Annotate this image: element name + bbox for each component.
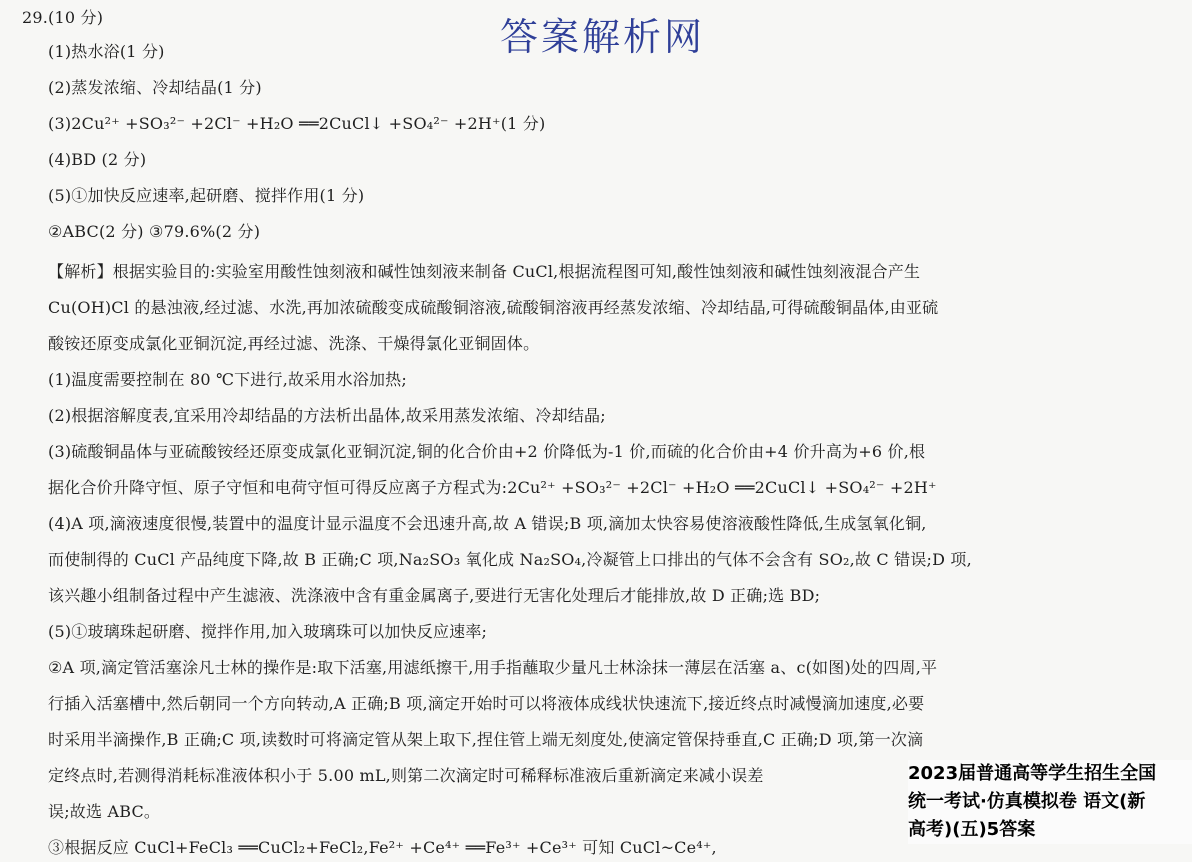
- analysis-line: Cu(OH)Cl 的悬浊液,经过滤、水洗,再加浓硫酸变成硫酸铜溶液,硫酸铜溶液再经蒸发浓缩、冷却结晶,可得硫酸铜晶体,由亚硫: [48, 298, 939, 317]
- overlay-line: 高考)(五)5答案: [908, 819, 1036, 840]
- analysis-line: (1)温度需要控制在 80 ℃下进行,故采用水浴加热;: [48, 370, 407, 389]
- answer-2: (2)蒸发浓缩、冷却结晶(1 分): [48, 78, 262, 97]
- analysis-line: (4)A 项,滴液速度很慢,装置中的温度计显示温度不会迅速升高,故 A 错误;B 项,滴加太快容易使溶液酸性降低,生成氢氧化铜,: [48, 514, 927, 533]
- analysis-line: (5)①玻璃珠起研磨、搅拌作用,加入玻璃珠可以加快反应速率;: [48, 622, 488, 641]
- analysis-line: 而使制得的 CuCl 产品纯度下降,故 B 正确;C 项,Na₂SO₃ 氧化成 Na₂SO₄,冷凝管上口排出的气体不会含有 SO₂,故 C 错误;D 项,: [48, 550, 972, 569]
- answer-5: (5)①加快反应速率,起研磨、搅拌作用(1 分): [48, 186, 365, 205]
- question-header: 29.(10 分): [22, 8, 104, 27]
- analysis-line: 酸铵还原变成氯化亚铜沉淀,再经过滤、洗涤、干燥得氯化亚铜固体。: [48, 334, 540, 353]
- answer-3: (3)2Cu²⁺ +SO₃²⁻ +2Cl⁻ +H₂O ══2CuCl↓ +SO₄²⁻ +2H⁺(1 分): [48, 114, 546, 133]
- analysis-line: 该兴趣小组制备过程中产生滤液、洗涤液中含有重金属离子,要进行无害化处理后才能排放,故 D 正确;选 BD;: [48, 586, 821, 605]
- exam-title-overlay: [908, 760, 1192, 844]
- analysis-line: 行插入活塞槽中,然后朝同一个方向转动,A 正确;B 项,滴定开始时可以将液体成线状快速流下,接近终点时减慢滴加速度,必要: [48, 694, 925, 713]
- overlay-line: 统一考试·仿真模拟卷 语文(新: [908, 791, 1146, 812]
- overlay-line: 2023届普通高等学生招生全国: [908, 763, 1157, 784]
- answer-1: (1)热水浴(1 分): [48, 42, 165, 61]
- analysis-line: ②A 项,滴定管活塞涂凡士林的操作是:取下活塞,用滤纸擦干,用手指蘸取少量凡士林涂抹一薄层在活塞 a、c(如图)处的四周,平: [48, 658, 938, 677]
- analysis-line: 【解析】根据实验目的:实验室用酸性蚀刻液和碱性蚀刻液来制备 CuCl,根据流程图可知,酸性蚀刻液和碱性蚀刻液混合产生: [48, 262, 921, 281]
- analysis-line: ③根据反应 CuCl+FeCl₃ ══CuCl₂+FeCl₂,Fe²⁺ +Ce⁴⁺ ══Fe³⁺ +Ce³⁺ 可知 CuCl~Ce⁴⁺,: [48, 838, 717, 857]
- analysis-line: 定终点时,若测得消耗标准液体积小于 5.00 mL,则第二次滴定时可稀释标准液后重新滴定来减小误差: [48, 766, 764, 785]
- analysis-line: 误;故选 ABC。: [48, 802, 161, 821]
- answer-6: ②ABC(2 分) ③79.6%(2 分): [48, 222, 261, 241]
- analysis-line: 时采用半滴操作,B 正确;C 项,读数时可将滴定管从架上取下,捏住管上端无刻度处,使滴定管保持垂直,C 正确;D 项,第一次滴: [48, 730, 924, 749]
- analysis-line: 据化合价升降守恒、原子守恒和电荷守恒可得反应离子方程式为:2Cu²⁺ +SO₃²⁻ +2Cl⁻ +H₂O ══2CuCl↓ +SO₄²⁻ +2H⁺: [48, 478, 937, 497]
- answer-4: (4)BD (2 分): [48, 150, 147, 169]
- analysis-line: (3)硫酸铜晶体与亚硫酸铵经还原变成氯化亚铜沉淀,铜的化合价由+2 价降低为-1 价,而硫的化合价由+4 价升高为+6 价,根: [48, 442, 926, 461]
- analysis-line: (2)根据溶解度表,宜采用冷却结晶的方法析出晶体,故采用蒸发浓缩、冷却结晶;: [48, 406, 606, 425]
- site-watermark: 答案解析网: [500, 15, 706, 59]
